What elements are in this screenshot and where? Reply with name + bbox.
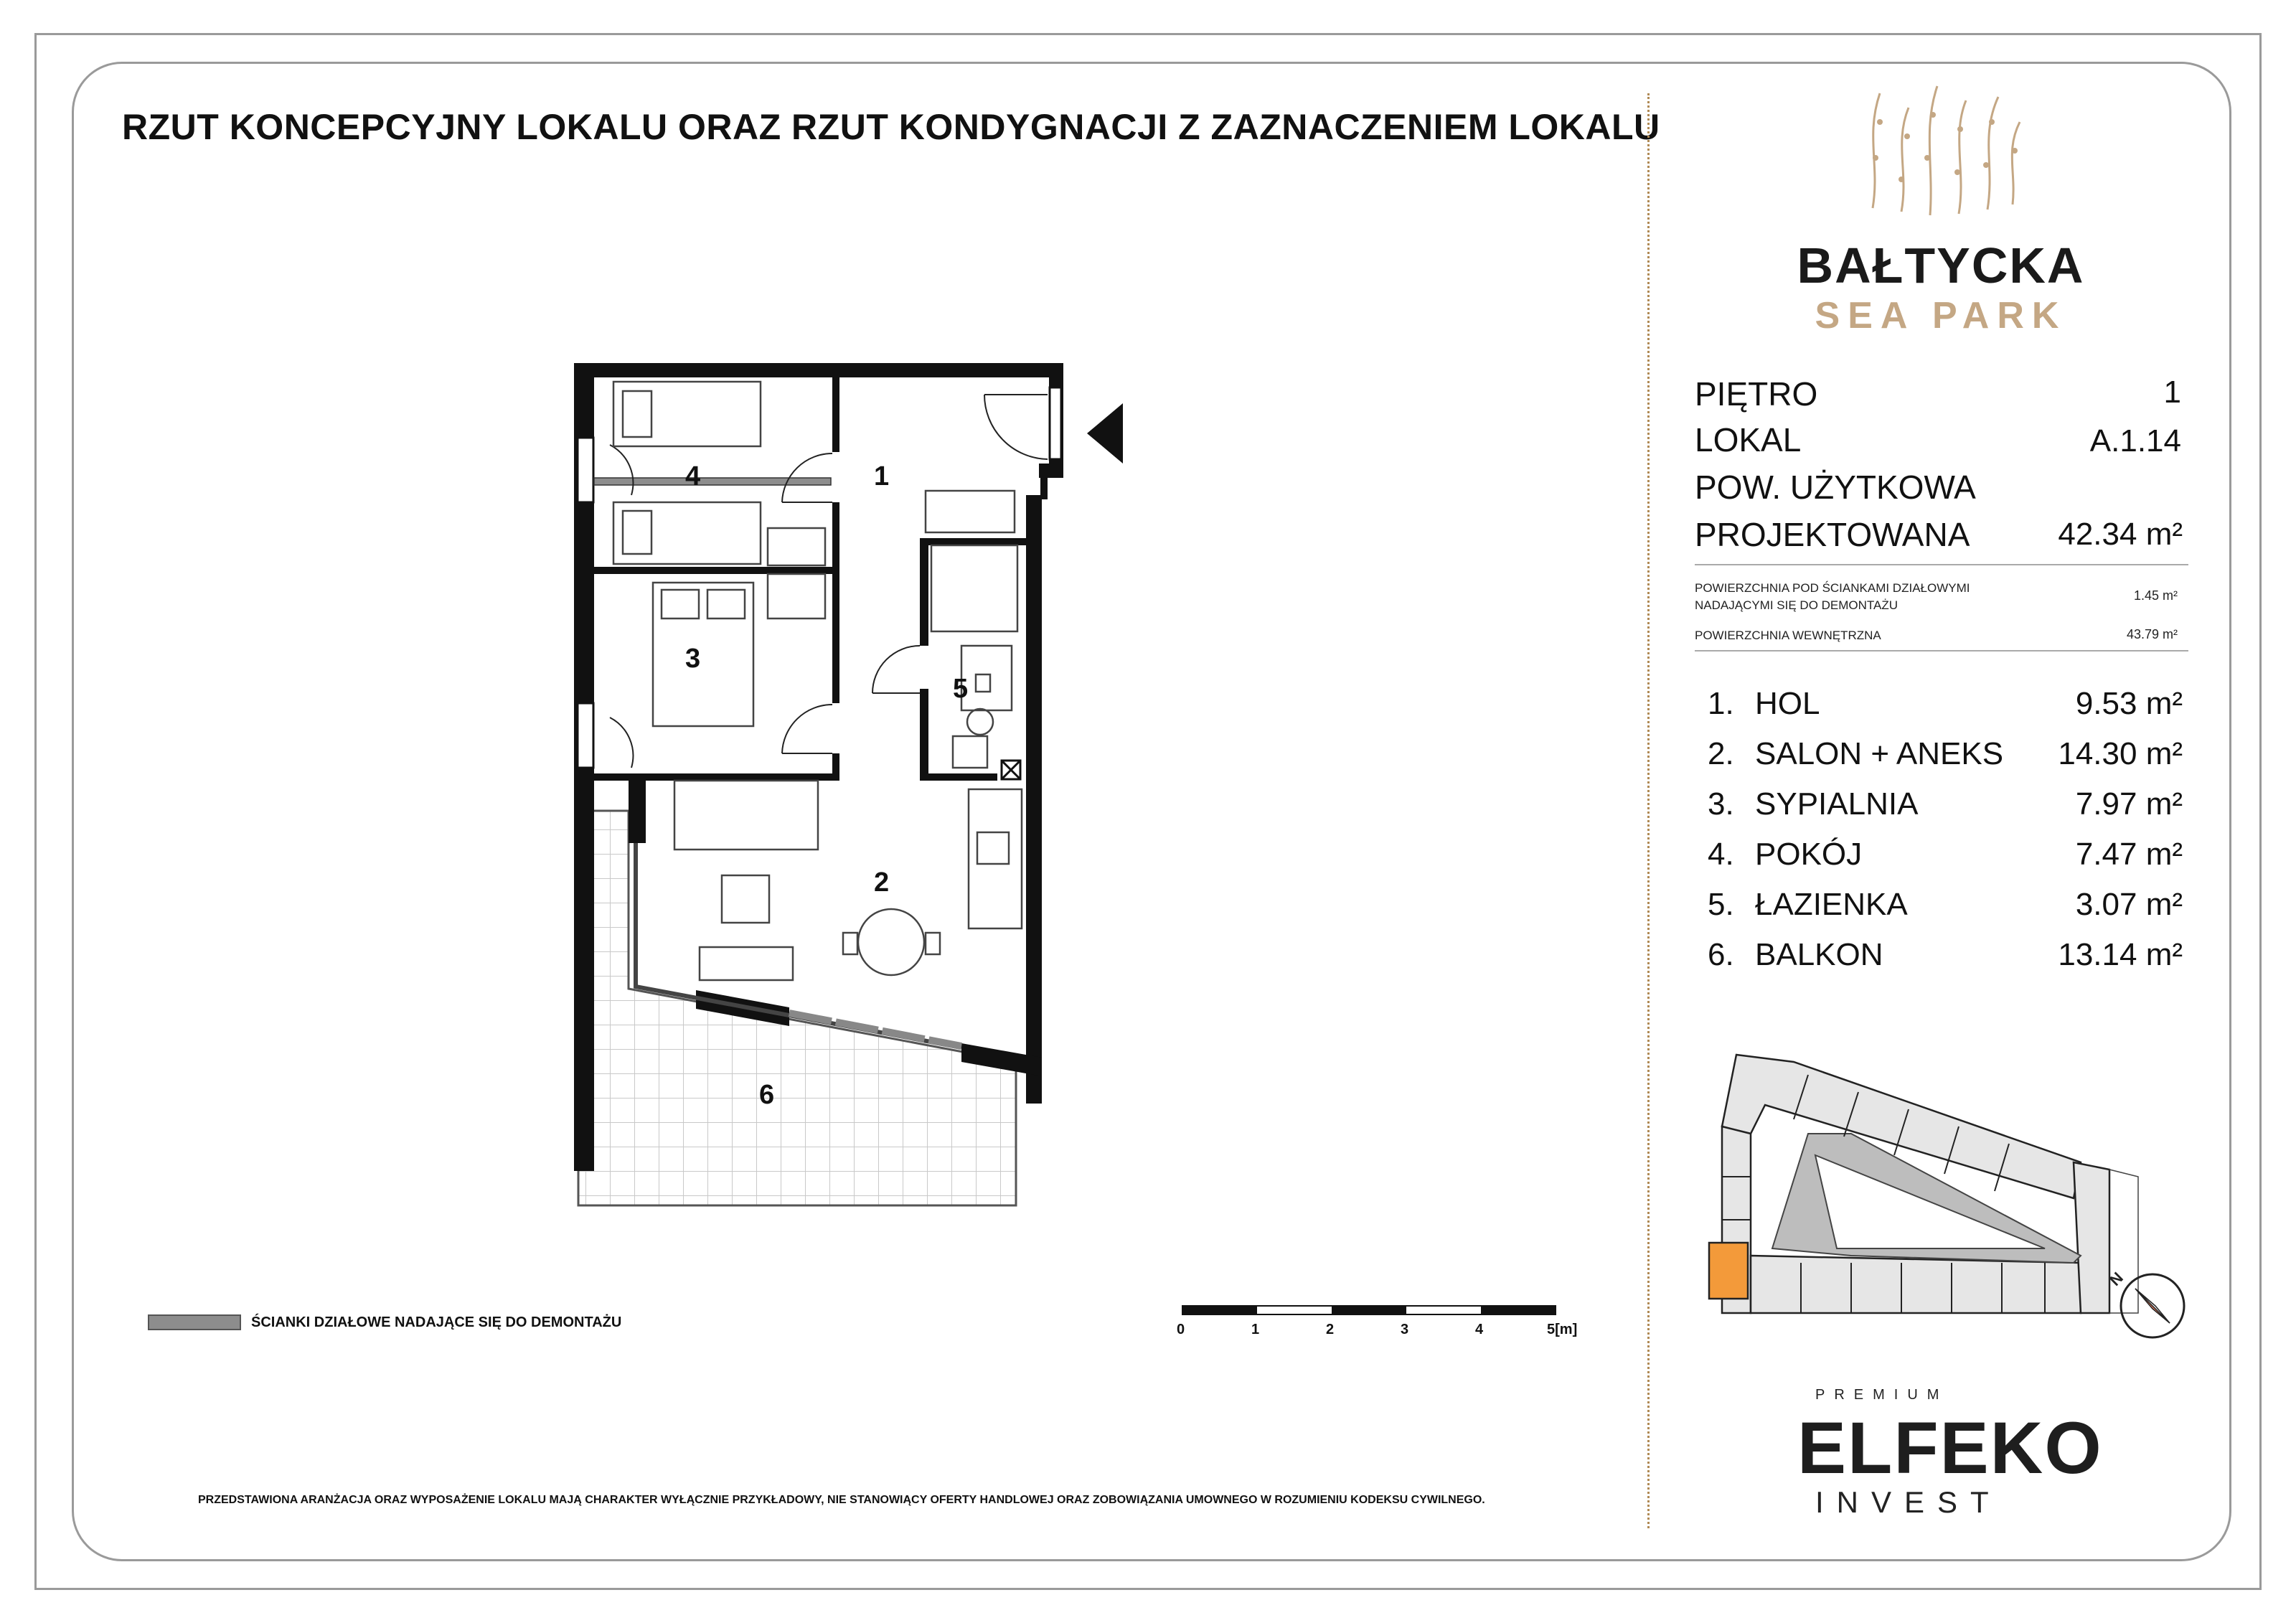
internal-value: 43.79 m² [2126, 627, 2178, 641]
vent-shaft [1002, 761, 1020, 779]
room-name: SALON + ANEKS [1755, 736, 2004, 771]
room-num: 5. [1708, 887, 1734, 922]
plan-label-2: 2 [874, 867, 890, 898]
plan-label-5: 5 [953, 674, 969, 704]
highlighted-unit [1709, 1243, 1748, 1299]
plan-label-4: 4 [685, 461, 701, 491]
room-area: 7.97 m² [2075, 786, 2183, 822]
room-name: SYPIALNIA [1755, 786, 1919, 822]
area-value: 42.34 m² [2058, 517, 2183, 552]
compass-icon [2106, 1263, 2196, 1349]
entrance-arrow [1087, 403, 1123, 464]
floor-label: PIĘTRO [1695, 375, 1818, 413]
room-area: 14.30 m² [2058, 736, 2183, 771]
door-swings [610, 395, 1048, 768]
page-title: RZUT KONCEPCYJNY LOKALU ORAZ RZUT KONDYGNACJI Z ZAZNACZENIEM LOKALU [122, 107, 1660, 147]
scale-bar [1182, 1306, 1556, 1314]
developer-premium: PREMIUM [1815, 1387, 1949, 1403]
unit-value: A.1.14 [2089, 423, 2181, 458]
room-name: POKÓJ [1755, 837, 1863, 872]
scale-label: 0 [1177, 1322, 1185, 1337]
scale-label: 3 [1401, 1322, 1409, 1337]
scale-label: 2 [1326, 1322, 1335, 1337]
divider [1695, 650, 2188, 651]
legend-swatch [148, 1314, 241, 1330]
balcony-floor [578, 811, 1016, 1205]
plan-label-3: 3 [685, 644, 701, 674]
interior-walls [594, 377, 1026, 781]
disclaimer: PRZEDSTAWIONA ARANŻACJA ORAZ WYPOSAŻENIE LOKALU MAJĄ CHARAKTER WYŁĄCZNIE PRZYKŁADOWY, NIE STANOWIĄCY OFERTY HANDLOWEJ ORAZ ZOBOWIĄZANIA UMOWNEGO W ROZUMIENIU KODEKSU CYWILNEGO. [198, 1494, 1485, 1506]
scale-label: 5[m] [1547, 1322, 1578, 1337]
area-label-1: POW. UŻYTKOWA [1695, 469, 1976, 506]
developer-name: ELFEKO [1797, 1407, 2103, 1489]
room-num: 1. [1708, 686, 1734, 721]
legend-text: ŚCIANKI DZIAŁOWE NADAJĄCE SIĘ DO DEMONTAŻU [251, 1314, 622, 1330]
unit-label: LOKAL [1695, 421, 1802, 458]
brand-subname: SEA PARK [1815, 295, 2067, 337]
room-name: ŁAZIENKA [1755, 887, 1908, 922]
partition-value: 1.45 m² [2133, 588, 2178, 603]
room-num: 6. [1708, 937, 1734, 972]
brand-name: BAŁTYCKA [1797, 237, 2085, 293]
room-area: 7.47 m² [2075, 837, 2183, 872]
compass-label: N [2106, 1268, 2127, 1289]
developer-sub: INVEST [1815, 1485, 2002, 1519]
partition-note-2: NADAJĄCYMI SIĘ DO DEMONTAŻU [1695, 598, 1899, 612]
floor-value: 1 [2163, 375, 2181, 410]
room-num: 4. [1708, 837, 1734, 872]
panel-divider [1647, 93, 1650, 1528]
scale-label: 1 [1251, 1322, 1260, 1337]
room-name: BALKON [1755, 937, 1883, 972]
room-area: 3.07 m² [2075, 887, 2183, 922]
internal-note: POWIERZCHNIA WEWNĘTRZNA [1695, 629, 1881, 642]
plan-label-1: 1 [874, 461, 890, 491]
room-name: HOL [1755, 686, 1820, 721]
divider [1695, 564, 2188, 565]
scale-label: 4 [1475, 1322, 1484, 1337]
partition-note-1: POWIERZCHNIA POD ŚCIANKAMI DZIAŁOWYMI [1695, 581, 1970, 595]
room-num: 3. [1708, 786, 1734, 822]
room-area: 13.14 m² [2058, 937, 2183, 972]
reed-logo-icon [1851, 79, 2031, 222]
plan-label-6: 6 [759, 1080, 775, 1110]
area-label-2: PROJEKTOWANA [1695, 516, 1970, 553]
removable-partitions [594, 478, 831, 485]
room-num: 2. [1708, 736, 1734, 771]
room-area: 9.53 m² [2075, 686, 2183, 721]
